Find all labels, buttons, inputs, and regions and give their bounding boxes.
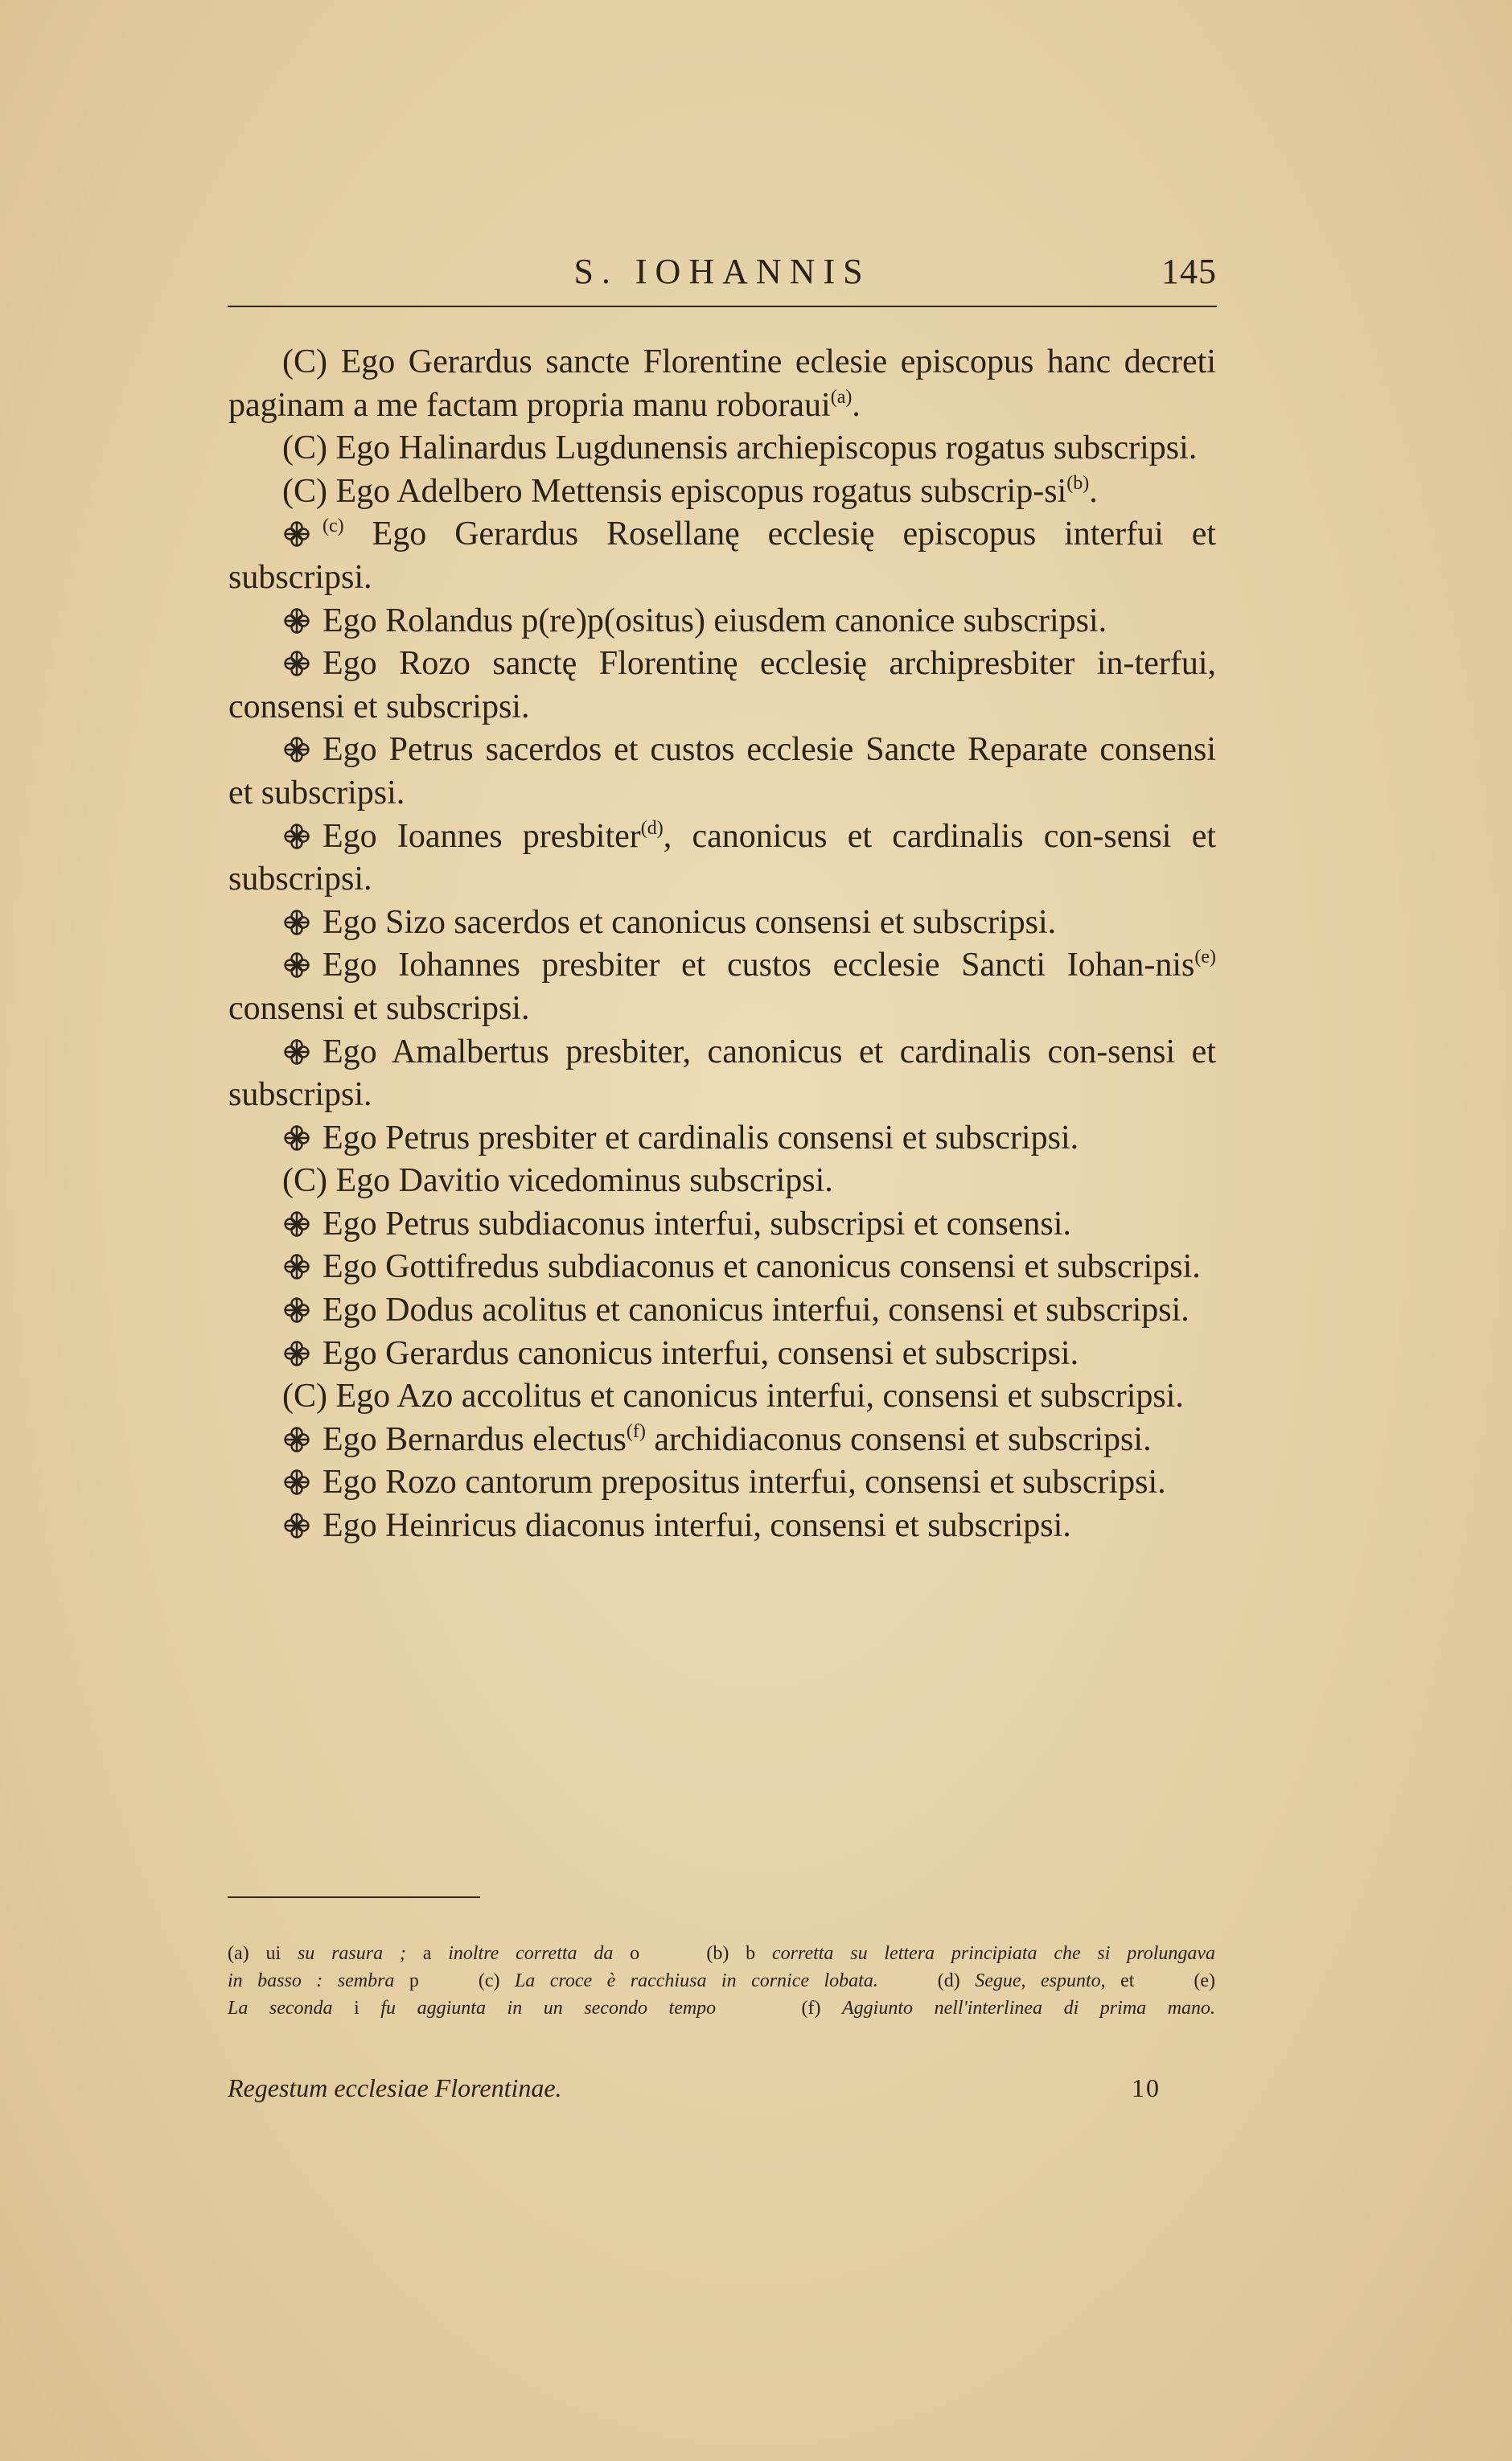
footnote-line-1: [228, 1940, 1215, 1967]
cross-in-circle-icon: [282, 1124, 311, 1152]
subscription-entry: [228, 1375, 1216, 1419]
entry-text: Ego Rozo cantorum prepositus interfui, consensi et subscripsi.: [323, 1464, 1166, 1502]
entry-tail: archidiaconus consensi et subscripsi.: [645, 1420, 1152, 1458]
document-body: [228, 341, 1216, 1548]
footnote-a-text2: inoltre corretta da: [448, 1943, 614, 1964]
entry-text: Ego Petrus sacerdos et custos ecclesie Sancte Reparate consensi et subscripsi.: [228, 731, 1216, 811]
page-number: 145: [1161, 252, 1217, 291]
entry-text: Ego Gerardus Rosellanę ecclesię episcopus interfui et subscripsi.: [228, 516, 1217, 596]
cross-in-circle-icon: [282, 1511, 311, 1540]
cross-in-circle-icon: [282, 735, 311, 764]
footnote-ref: (d): [640, 817, 664, 839]
entry-text: Ego Azo accolitus et canonicus interfui, consensi et subscripsi.: [335, 1378, 1184, 1415]
footnote-d-end: et: [1120, 1970, 1135, 1991]
footnote-c-label: (c): [478, 1970, 500, 1991]
entry-text: Ego Bernardus electus: [323, 1420, 627, 1458]
footnote-f-label: (f): [801, 1998, 821, 2019]
entry-text: Ego Ioannes presbiter: [323, 817, 641, 855]
footnote-ref: (a): [830, 386, 853, 408]
subscription-entry: [228, 816, 1216, 902]
cross-in-circle-icon: [282, 1425, 311, 1454]
chrismon-mark: (C): [282, 1378, 327, 1415]
entry-text: Ego Gottifredus subdiaconus et canonicus consensi et subscripsi.: [323, 1248, 1201, 1286]
chrismon-mark: (C): [282, 472, 327, 510]
entry-text: Ego Davitio vicedominus subscripsi.: [335, 1162, 833, 1200]
footnote-e-text: La seconda: [228, 1998, 333, 2019]
entry-text: Ego Heinricus diaconus interfui, consensi et subscripsi.: [323, 1507, 1071, 1545]
chrismon-mark: (C): [282, 429, 327, 467]
footnote-ref: (b): [1066, 472, 1090, 494]
entry-text: Ego Petrus subdiaconus interfui, subscripsi et consensi.: [323, 1205, 1071, 1243]
entry-text: Ego Gerardus sancte Florentine eclesie episcopus hanc decreti paginam a me factam propria manu roboraui: [228, 343, 1217, 424]
footnote-ref: (f): [626, 1420, 646, 1442]
entry-tail: .: [1089, 472, 1098, 510]
signature-number: 10: [1132, 2073, 1161, 2102]
entry-text: Ego Rozo sanctę Florentinę ecclesię archipresbiter in-terfui, consensi et subscripsi.: [228, 645, 1216, 725]
entry-text: Ego Iohannes presbiter et custos ecclesie Sancti Iohan-nis: [323, 947, 1195, 984]
footnote-line-2: [228, 1967, 1215, 1995]
chrismon-mark: (C): [282, 343, 327, 380]
entry-tail: consensi et subscripsi.: [228, 989, 530, 1027]
footnote-line-3: [228, 1995, 1215, 2022]
chrismon-mark: (C): [282, 1162, 327, 1200]
footnote-b-text2: in basso : sembra: [228, 1970, 395, 1991]
cross-in-circle-icon: [282, 649, 311, 678]
subscription-entry: [228, 1246, 1216, 1289]
cross-in-circle-icon: [282, 606, 311, 635]
footnote-b-text: corretta su lettera principiata che si prolungava: [772, 1943, 1216, 1964]
footnote-b-label: (b) b: [706, 1943, 756, 1964]
footnote-a-text: su rasura ;: [297, 1943, 406, 1964]
subscription-entry: [228, 902, 1216, 945]
footnote-d-label: (d): [937, 1970, 960, 1991]
header-rule: [228, 306, 1217, 307]
footnote-a-label: (a) ui: [228, 1943, 281, 1964]
footnote-ref: (c): [323, 516, 344, 537]
subscription-entry: [228, 1203, 1216, 1247]
cross-in-circle-icon: [282, 951, 311, 980]
entry-tail: .: [852, 386, 861, 424]
signature-title: Regestum ecclesiae Florentinae.: [228, 2073, 562, 2102]
subscription-entry: [228, 470, 1216, 514]
footnote-b-end: p: [409, 1970, 419, 1991]
cross-in-circle-icon: [282, 1037, 311, 1066]
footnote-a-end: o: [630, 1943, 640, 1964]
footnote-e-mid: i: [354, 1998, 360, 2019]
subscription-entry: [228, 341, 1216, 427]
signature-line: [228, 2073, 1161, 2114]
subscription-entry: [228, 729, 1216, 815]
footnote-d-text: Segue, espunto,: [975, 1970, 1106, 1991]
cross-in-circle-icon: [282, 1468, 311, 1497]
entry-text: Ego Sizo sacerdos et canonicus consensi et subscripsi.: [323, 903, 1057, 941]
subscription-entry: [228, 1461, 1216, 1505]
entry-text: Ego Amalbertus presbiter, canonicus et cardinalis con-sensi et subscripsi.: [228, 1033, 1216, 1114]
cross-in-circle-icon: [282, 520, 311, 548]
entry-text: Ego Dodus acolitus et canonicus interfui, consensi et subscripsi.: [323, 1292, 1189, 1329]
subscription-entry: [228, 1160, 1216, 1203]
subscription-entry: [228, 944, 1216, 1030]
subscription-entry: [228, 1117, 1216, 1161]
footnote-c-text: La croce è racchiusa in cornice lobata.: [514, 1970, 878, 1991]
subscription-entry: [228, 600, 1216, 643]
footnote-ref: (e): [1194, 947, 1216, 968]
cross-in-circle-icon: [282, 908, 311, 937]
entry-text: Ego Petrus presbiter et cardinalis consensi et subscripsi.: [323, 1119, 1079, 1157]
subscription-entry: [228, 427, 1216, 470]
cross-in-circle-icon: [282, 1210, 311, 1239]
subscription-entry: [228, 513, 1216, 599]
subscription-entry: [228, 1505, 1216, 1548]
footnote-e-label: (e): [1194, 1970, 1216, 1991]
entry-tail: , canonicus et cardinalis con-sensi et subscripsi.: [228, 817, 1217, 898]
entry-text: Ego Halinardus Lugdunensis archiepiscopus rogatus subscripsi.: [335, 429, 1198, 467]
cross-in-circle-icon: [282, 822, 311, 851]
subscription-entry: [228, 1419, 1216, 1462]
footnote-a-mid: a: [422, 1943, 432, 1964]
running-header: [228, 251, 1217, 299]
entry-text: Ego Adelbero Mettensis episcopus rogatus subscrip-si: [335, 472, 1067, 510]
subscription-entry: [228, 1289, 1216, 1333]
entry-text: Ego Rolandus p(re)p(ositus) eiusdem canonice subscripsi.: [323, 602, 1107, 639]
footnotes: [228, 1940, 1215, 2022]
running-title: S. IOHANNIS: [573, 252, 871, 291]
cross-in-circle-icon: [282, 1296, 311, 1325]
cross-in-circle-icon: [282, 1339, 311, 1368]
footnote-f-text: Aggiunto nell'interlinea di prima mano.: [842, 1998, 1216, 2019]
cross-in-circle-icon: [282, 1252, 311, 1281]
subscription-entry: [228, 643, 1216, 729]
entry-text: Ego Gerardus canonicus interfui, consensi et subscripsi.: [323, 1334, 1079, 1372]
subscription-entry: [228, 1333, 1216, 1376]
subscription-entry: [228, 1031, 1216, 1117]
footnote-e-text2: fu aggiunta in un secondo tempo: [380, 1998, 717, 2019]
footnote-rule: [228, 1896, 480, 1898]
